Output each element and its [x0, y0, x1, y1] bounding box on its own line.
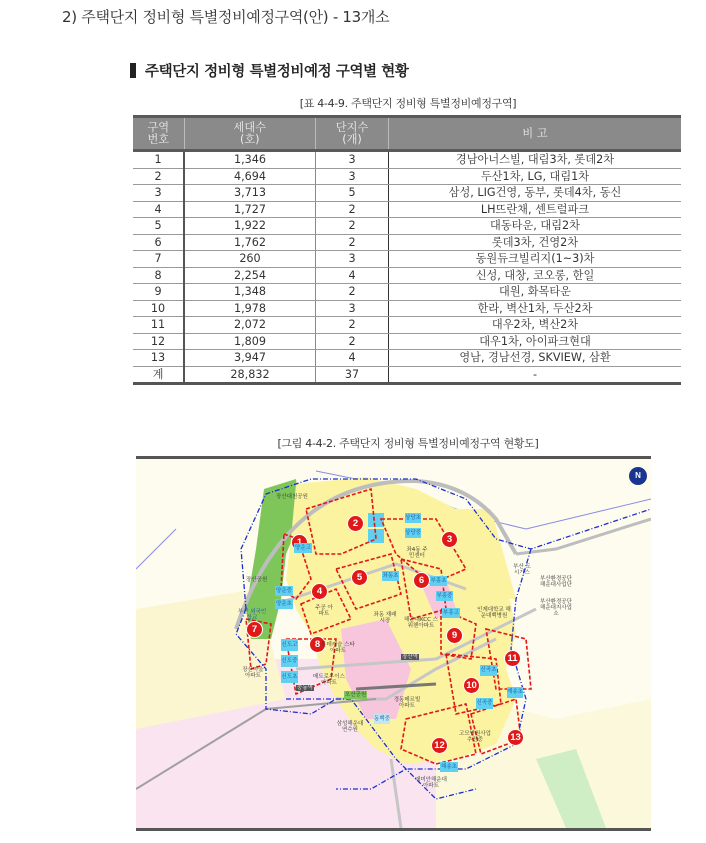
- school-singok-mid: 신곡중: [476, 698, 493, 709]
- header-households-line1: 세대수: [233, 120, 266, 134]
- cell-zone-no: 7: [133, 251, 184, 268]
- zones-table: [133, 115, 681, 385]
- cell-zone-no: 2: [133, 168, 184, 185]
- table-total-row: [133, 366, 681, 384]
- cell-households: 1,922: [184, 218, 316, 235]
- cell-zone-no: 4: [133, 201, 184, 218]
- cell-complexes: 3: [316, 300, 389, 317]
- school-sindo-mid: 신도중: [281, 655, 298, 667]
- cell-zone-no: 11: [133, 317, 184, 334]
- zone-marker-5: 5: [351, 569, 368, 586]
- table-row: [133, 350, 681, 367]
- cell-total-households: 28,832: [184, 366, 316, 384]
- cell-zone-no: 3: [133, 185, 184, 202]
- cell-note: 한라, 벽산1차, 두산2차: [389, 300, 682, 317]
- cell-complexes: 2: [316, 234, 389, 251]
- cell-zone-no: 8: [133, 267, 184, 284]
- cell-households: 3,947: [184, 350, 316, 367]
- cell-zone-no: 12: [133, 333, 184, 350]
- zone-marker-3: 3: [441, 531, 458, 548]
- table-row: [133, 300, 681, 317]
- compass-north-icon: N: [629, 467, 647, 485]
- label-env-corp: 부산환경공단 해운대사업단: [540, 576, 572, 588]
- zone-marker-4: 4: [311, 583, 328, 600]
- zone-marker-10: 10: [463, 677, 480, 694]
- table-row: [133, 267, 681, 284]
- cell-total-label: 계: [133, 366, 184, 384]
- header-households-line2: (호): [239, 132, 260, 146]
- cell-complexes: 5: [316, 185, 389, 202]
- table-row: [133, 284, 681, 301]
- cell-note: 동원듀크빌리지(1~3)차: [389, 251, 682, 268]
- header-zone-no: [133, 117, 184, 151]
- cell-zone-no: 1: [133, 151, 184, 169]
- school-buheung-mid: 부흥중: [436, 593, 453, 599]
- label-busan-city-gas: 부산 도시가스: [513, 564, 531, 576]
- header-note-line1: 비 고: [522, 126, 548, 140]
- cell-complexes: 2: [316, 284, 389, 301]
- cell-note: 신성, 대창, 코오롱, 한일: [389, 267, 682, 284]
- cell-note: 두산1차, LG, 대림1차: [389, 168, 682, 185]
- cell-households: 3,713: [184, 185, 316, 202]
- label-gyeongdong-apt: 경동메르빌 아파트: [393, 697, 421, 709]
- zone-marker-13: 13: [507, 729, 524, 746]
- table-row: [133, 234, 681, 251]
- cell-note: 영남, 경남선경, SKVIEW, 삼환: [389, 350, 682, 367]
- cell-note: LH뜨란채, 센트럴파크: [389, 201, 682, 218]
- cell-complexes: 3: [316, 251, 389, 268]
- cell-complexes: 3: [316, 168, 389, 185]
- cell-note: 삼성, LIG건영, 동부, 롯데4차, 동신: [389, 185, 682, 202]
- label-osan-park: 오산공원: [345, 692, 367, 698]
- label-busan-foreign-school: 부산 외국인학교: [237, 609, 267, 621]
- school-sangdang-mid: 상당중: [405, 530, 421, 536]
- cell-complexes: 2: [316, 317, 389, 334]
- map-graphic: [136, 459, 651, 828]
- table-row: [133, 168, 681, 185]
- school-dongbaek-mid: 동백중: [374, 716, 390, 722]
- cell-note: 대우1차, 아이파크현대: [389, 333, 682, 350]
- school-yangun-elem: 양운초: [276, 601, 292, 607]
- school-sindo-elem: 신도초: [281, 671, 298, 683]
- cell-note: 대원, 화목타운: [389, 284, 682, 301]
- cell-households: 2,072: [184, 317, 316, 334]
- section-title: 2) 주택단지 정비형 특별정비예정구역(안) - 13개소: [62, 8, 390, 26]
- cell-complexes: 3: [316, 151, 389, 169]
- figure-caption: [그림 4-4-2. 주택단지 정비형 특별정비예정구역 현황도]: [277, 437, 539, 450]
- school-yangun-high: 양운고: [295, 545, 311, 551]
- zone-marker-7: 7: [246, 621, 263, 638]
- cell-total-note: -: [389, 366, 682, 384]
- table-row: [133, 251, 681, 268]
- cell-note: 롯데3차, 건영2차: [389, 234, 682, 251]
- cell-households: 2,254: [184, 267, 316, 284]
- cell-complexes: 2: [316, 218, 389, 235]
- zone-marker-6: 6: [413, 572, 430, 589]
- school-sangdang-elem: 상당초: [405, 515, 421, 521]
- cell-note: 대우2차, 벽산2차: [389, 317, 682, 334]
- header-note: [389, 117, 682, 151]
- label-samsung-training: 삼성해운대 연수원: [336, 721, 364, 733]
- table-row: [133, 218, 681, 235]
- label-jugong-apt: 주공 아파트: [315, 605, 333, 617]
- cell-households: 1,727: [184, 201, 316, 218]
- label-jwa4-center: 좌4동 주민센터: [406, 547, 428, 559]
- header-complexes-line1: 단지수: [335, 120, 369, 134]
- label-jwadong-market: 좌동 재래시장: [373, 612, 397, 624]
- cell-note: 대동타운, 대림2차: [389, 218, 682, 235]
- school-buheung-elem: 부흥초: [430, 578, 447, 584]
- label-kcc-apt: 해운대KCC 스위첸아파트: [404, 617, 438, 629]
- label-lotte-castle: 롯데캐슬 스타아파트: [321, 642, 355, 654]
- zone-marker-12: 12: [431, 737, 448, 754]
- table-row: [133, 201, 681, 218]
- cell-complexes: 2: [316, 201, 389, 218]
- label-metro-apt: 메트로우이스 아파트: [313, 674, 345, 686]
- header-zone-no-line2: 번호: [147, 132, 170, 146]
- cell-complexes: 4: [316, 350, 389, 367]
- school-buheung-high: 부흥고: [443, 610, 459, 616]
- cell-households: 1,978: [184, 300, 316, 317]
- cell-households: 1,348: [184, 284, 316, 301]
- label-jung-station: 중동역: [297, 685, 313, 691]
- label-jangsan-station: 장산역: [402, 654, 418, 660]
- cell-zone-no: 10: [133, 300, 184, 317]
- zone-map: [136, 456, 651, 831]
- header-complexes: [316, 117, 389, 151]
- school-jaesong-elem: 재송초: [507, 687, 523, 698]
- sub-title-text: 주택단지 정비형 특별정비예정 구역별 현황: [145, 64, 409, 80]
- table-row: [133, 185, 681, 202]
- cell-zone-no: 5: [133, 218, 184, 235]
- school-yangun-mid: 양운중: [276, 588, 292, 594]
- label-inje-hospital: 인제대학교 해운대백병원: [477, 607, 511, 619]
- cell-households: 1,346: [184, 151, 316, 169]
- cell-zone-no: 13: [133, 350, 184, 367]
- cell-complexes: 2: [316, 333, 389, 350]
- sub-title: [130, 60, 409, 81]
- header-households: [184, 117, 316, 151]
- bullet-bar-icon: [130, 63, 136, 78]
- school-sindo-high: 신도고: [281, 639, 298, 651]
- header-zone-no-line1: 구역: [147, 120, 170, 134]
- zone-marker-11: 11: [504, 650, 521, 667]
- label-daecheon-site: 고모병원사업 추진중: [459, 731, 491, 743]
- cell-zone-no: 6: [133, 234, 184, 251]
- table-row: [133, 151, 681, 169]
- table-header-row: [133, 117, 681, 151]
- label-park-north: 장산대천공원: [276, 494, 308, 500]
- label-park-west: 장산공원: [246, 577, 268, 583]
- cell-households: 260: [184, 251, 316, 268]
- label-raemian-apt: 래미안해운대 아파트: [415, 777, 447, 789]
- cell-note: 경남아너스빌, 대림3차, 롯데2차: [389, 151, 682, 169]
- cell-households: 1,809: [184, 333, 316, 350]
- zone-marker-9: 9: [446, 627, 463, 644]
- cell-households: 4,694: [184, 168, 316, 185]
- cell-total-complexes: 37: [316, 366, 389, 384]
- header-complexes-line2: (개): [342, 132, 362, 146]
- table-caption: [표 4-4-9. 주택단지 정비형 특별정비예정구역]: [299, 97, 517, 110]
- cell-zone-no: 9: [133, 284, 184, 301]
- table-row: [133, 317, 681, 334]
- school-jwadong-elem: 좌동초: [382, 573, 399, 579]
- cell-complexes: 4: [316, 267, 389, 284]
- school-singok-elem: 신곡초: [480, 665, 497, 676]
- zone-marker-2: 2: [347, 515, 364, 532]
- label-env-corp2: 부산환경공단 해운대지사업소: [540, 599, 572, 617]
- cell-households: 1,762: [184, 234, 316, 251]
- table-row: [133, 333, 681, 350]
- label-jangsan-village: 장산마을 아파트: [242, 667, 264, 679]
- school-haesong-elem: 해송초: [441, 764, 457, 770]
- zone-marker-8: 8: [309, 636, 326, 653]
